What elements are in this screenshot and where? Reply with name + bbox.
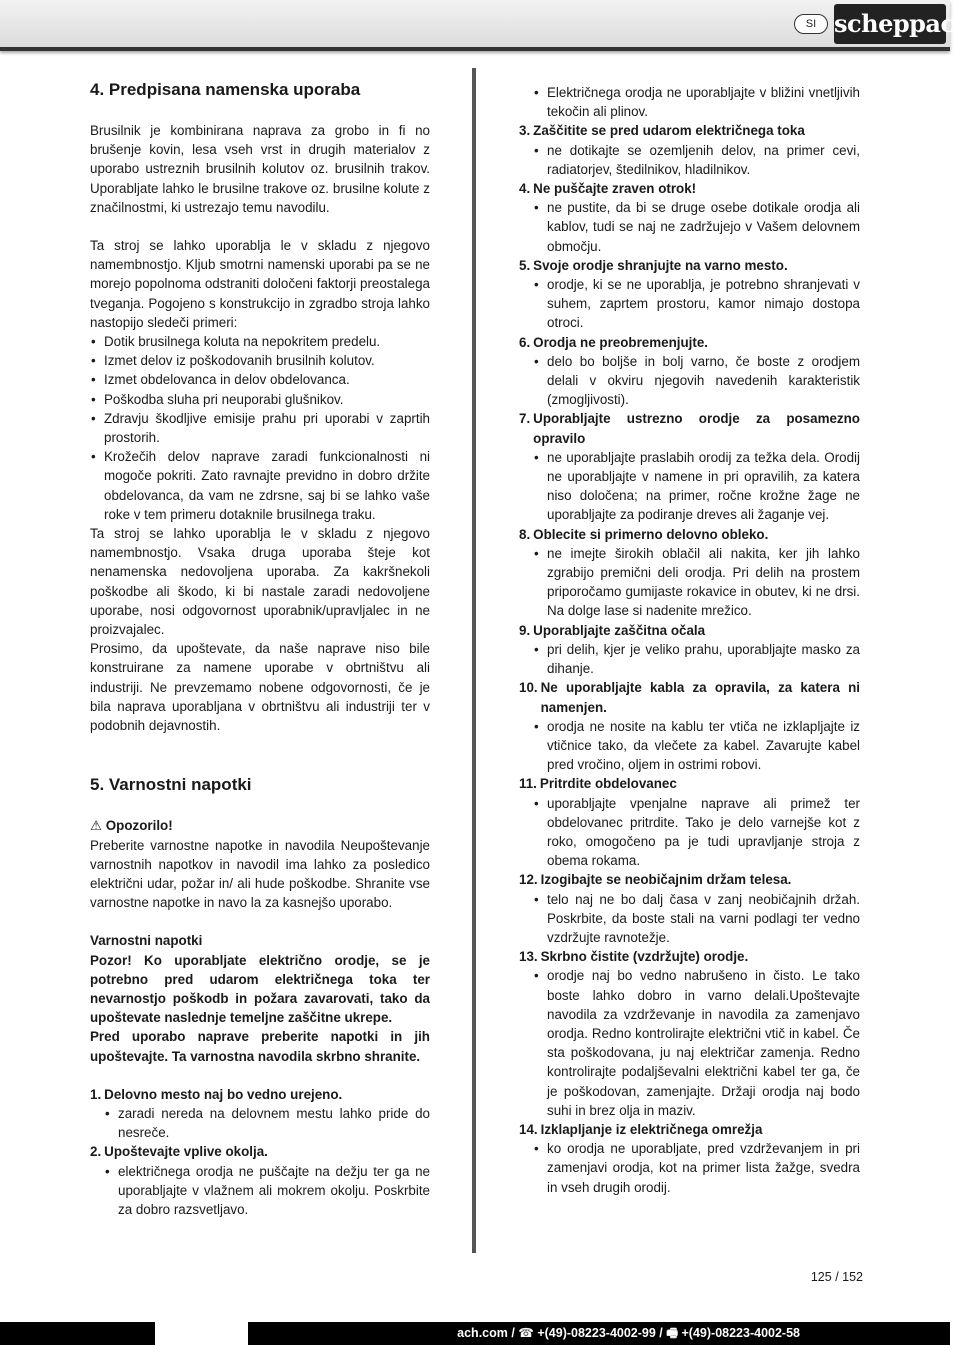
list-item: • Zdravju škodljive emisije prahu pri uporabi v zaprtih prostorih. [90, 409, 430, 447]
list-item: • Dotik brusilnega koluta na nepokritem predelu. [90, 332, 430, 351]
list-item: • Poškodba sluha pri neuporabi glušnikov. [90, 390, 430, 409]
bold-paragraph: Pozor! Ko uporabljate električno orodje, se je potrebno pred udarom električnega toka ter nevarnostjo poškodb in požara zavarovati, tako da upoštevate naslednje temeljne zaščitne ukrepe. [90, 952, 430, 1026]
scheppach-logo: scheppach [834, 4, 946, 44]
bold-paragraph: Pred uporabo naprave preberite napotki in jih upoštevajte. Ta varnostna navodila skrbno shranite. [90, 1029, 430, 1064]
list-item: • orodje naj bo vedno nabrušeno in čisto. Le tako boste lahko dobro in varno delali.Upoštevajte navodila za vzdrževanje in navodila za zamenjavo orodja. Redno kontrolirajte električni vtič in kabel. Če sta poškodovana, ju naj električar zamenja. Redno kontrolirajte podaljševalni električni kabel ter ga, če je poškodovan, zamenjajte. Držaji orodja naj bodo suhi in brez olja in maziv. [533, 966, 860, 1120]
paragraph: Ta stroj se lahko uporablja le v skladu z njegovo namembnostjo. Vsaka druga uporaba šteje kot nenamenska nedovoljena uporaba. Za kakršnekoli poškodbe ali škodo, ki bi nastale zaradi nedovoljene uporabe, nosi odgovornost uporabnik/upravljalec in ne proizvajalec. [90, 526, 430, 638]
list-item: • ne imejte širokih oblačil ali nakita, ker jih lahko zgrabijo premični deli orodja. Pri delih na prostem priporočamo gumijaste rokavice in obutev, ki ne drsi. Na dolge lase si nadenite mrežico. [533, 544, 860, 621]
item-title: Delovno mesto naj bo vedno urejeno. [104, 1086, 343, 1102]
warning-title [90, 816, 430, 835]
list-item: • delo bo boljše in bolj varno, če boste z orodjem delali v okviru njegovih navedenih karakteristik (zmogljivosti). [533, 352, 860, 410]
list-item: • Izmet delov iz poškodovanih brusilnih kolutov. [90, 351, 430, 370]
safety-item [519, 409, 860, 524]
item-number: 2. [90, 1144, 102, 1160]
item-title: Izklapljanje iz električnega omrežja [540, 1121, 763, 1137]
list-item: • ne pustite, da bi se druge osebe dotikale orodja ali kablov, tudi se naj ne zadržujejo v Vašem delovnem območju. [533, 198, 860, 256]
list-item: • pri delih, kjer je veliko prahu, uporabljajte masko za dihanje. [533, 640, 860, 678]
right-column [519, 83, 860, 1197]
safety-item [519, 121, 860, 179]
list-item: • ko orodja ne uporabljate, pred vzdrževanjem in pri zamenjavi orodja, kot na primer lista žažge, svedra in vseh drugih orodij. [533, 1139, 860, 1197]
item-title: Orodja ne preobremenjujte. [533, 334, 709, 350]
paragraph: Ta stroj se lahko uporablja le v skladu z njegovo namembnostjo. Kljub smotrni namenski uporabi pa se ne morejo popolnoma odstraniti določeni faktorji preostalega tveganja. Pogojeno s konstrukcijo in zgradbo stroja lahko nastopijo sledeči primeri: [90, 238, 430, 330]
item-title: Skrbno čistite (vzdržujte) orodje. [540, 949, 749, 965]
item-number: 10. [519, 680, 538, 696]
list-item: • ne uporabljajte praslabih orodij za težka dela. Orodij ne uporabljajte v namene in pri opravilih, za katera niso določena; na primer, ročne krožne žage ne uporabljajte za podiranje dreves ali žaganje vej. [533, 448, 860, 525]
item-title: Oblecite si primerno delovno obleko. [533, 526, 769, 542]
list-item: • Krožečih delov naprave zaradi funkcionalnosti ni mogoče pokriti. Zato ravnajte previdno in dobro držite obdelovanca, da vam ne zdrsne, saj bi se lahko vaše roke v tem primeru dotaknile brusilnega traku. [90, 447, 430, 524]
section-5-heading: 5. Varnostni napotki [90, 775, 252, 795]
paragraph: Preberite varnostne napotke in navodila Neupoštevanje varnostnih napotkov in navodil ima lahko za posledico električni udar, požar in/ ali hude poškodbe. Shranite vse varnostne napotke in navo la za kasnejšo uporabo. [90, 837, 430, 911]
footer-contact: ach.com / ☎ +(49)-08223-4002-99 / 🖷 +(49)-08223-4002-58 [457, 1326, 800, 1340]
risk-list [90, 332, 430, 524]
item-number: 4. [519, 181, 531, 197]
paragraph: Brusilnik je kombinirana naprava za grobo in fi no brušenje kovin, lesa vseh vrst in drugih materialov z uporabo ustreznih brusilnih kolutov oz. brusilnih trakov. Uporabljate lahko le brusilne trakove oz. brusilne kolute z značilnostmi, ki ustrezajo temu navodilu. [90, 123, 430, 215]
item-title: Uporabljajte ustrezno orodje za posamezno opravilo [533, 411, 860, 446]
list-item: • orodje, ki se ne uporablja, je potrebno shranjevati v suhem, zaprtem prostoru, kamor nimajo dostopa otroci. [533, 275, 860, 333]
item-number: 13. [519, 949, 538, 965]
item-number: 11. [519, 776, 537, 792]
item-number: 12. [519, 872, 538, 888]
safety-item [519, 870, 860, 947]
item-number: 8. [519, 526, 531, 542]
list-item: • orodja ne nosite na kablu ter vtiča ne izklapljajte iz vtičnice tako, da vlečete za kabel. Zavarujte kabel pred vročino, oljem in ostrimi robovi. [533, 717, 860, 775]
item-number: 14. [519, 1121, 538, 1137]
safety-item [519, 256, 860, 333]
item-title: Ne uporabljajte kabla za opravila, za katera ni namenjen. [540, 680, 860, 715]
item-number: 5. [519, 257, 531, 273]
item-title: Zaščitite se pred udarom električnega toka [533, 123, 805, 139]
item-title: Upoštevajte vplive okolja. [104, 1144, 268, 1160]
item-number: 3. [519, 123, 531, 139]
language-badge: SI [794, 14, 828, 34]
item-title: Ne puščajte zraven otrok! [533, 181, 697, 197]
item-title: Svoje orodje shranjujte na varno mesto. [533, 257, 788, 273]
safety-item [519, 678, 860, 774]
safety-item [519, 179, 860, 256]
safety-item [519, 947, 860, 1120]
subsection-title: Varnostni napotki [90, 933, 203, 949]
section-4-heading: 4. Predpisana namenska uporaba [90, 80, 361, 99]
safety-item [519, 774, 860, 870]
safety-item [519, 525, 860, 621]
list-item: • Izmet obdelovanca in delov obdelovanca. [90, 370, 430, 389]
item-title: Izogibajte se neobičajnim držam telesa. [540, 872, 792, 888]
column-divider [472, 68, 476, 1253]
warning-triangle-icon: ⚠ [90, 818, 103, 834]
footer-white-block [155, 1322, 248, 1345]
list-item: • uporabljajte vpenjalne naprave ali primež ter obdelovanec pritrdite. Tako je delo varnejše kot z roko, omogočeno pa je tudi upravljanje stroja z obema rokama. [533, 794, 860, 871]
header-bar [0, 0, 972, 51]
item-number: 6. [519, 334, 531, 350]
list-item: • ne dotikajte se ozemljenih delov, na primer cevi, radiatorjev, štedilnikov, hladilnikov. [533, 141, 860, 179]
item-number: 7. [519, 411, 531, 427]
list-item: • telo naj ne bo dalj časa v zanj neobičajnih držah. Poskrbite, da boste stali na varni podlagi ter vedno vzdržujte ravnotežje. [533, 890, 860, 948]
page-number: 125 / 152 [810, 1270, 863, 1284]
list-item: • električnega orodja ne puščajte na dežju ter ga ne uporabljajte v vlažnem ali mokrem okolju. Poskrbite za dobro razsvetljavo. [104, 1162, 430, 1220]
item-number: 1. [90, 1086, 102, 1102]
left-column [90, 78, 430, 1219]
safety-item [519, 333, 860, 410]
warning-label: Opozorilo! [105, 818, 173, 834]
safety-item [90, 1142, 430, 1219]
list-item: • Električnega orodja ne uporabljajte v bližini vnetljivih tekočin ali plinov. [533, 83, 860, 121]
paragraph: Prosimo, da upoštevate, da naše naprave niso bile konstruirane za namene uporabe v obrtništvu ali industriji. Ne prevzemamo nobene odgovornosti, če je bila naprava uporabljana v obrtništvu ali industriji ter v podobnih dejavnostih. [90, 641, 430, 734]
safety-item [90, 1085, 430, 1143]
list-item: • zaradi nereda na delovnem mestu lahko pride do nesreče. [104, 1104, 430, 1142]
item-number: 9. [519, 622, 531, 638]
item-title: Uporabljajte zaščitna očala [533, 622, 706, 638]
safety-item [519, 621, 860, 679]
item-title: Pritrdite obdelovanec [539, 776, 677, 792]
safety-item [519, 1120, 860, 1197]
